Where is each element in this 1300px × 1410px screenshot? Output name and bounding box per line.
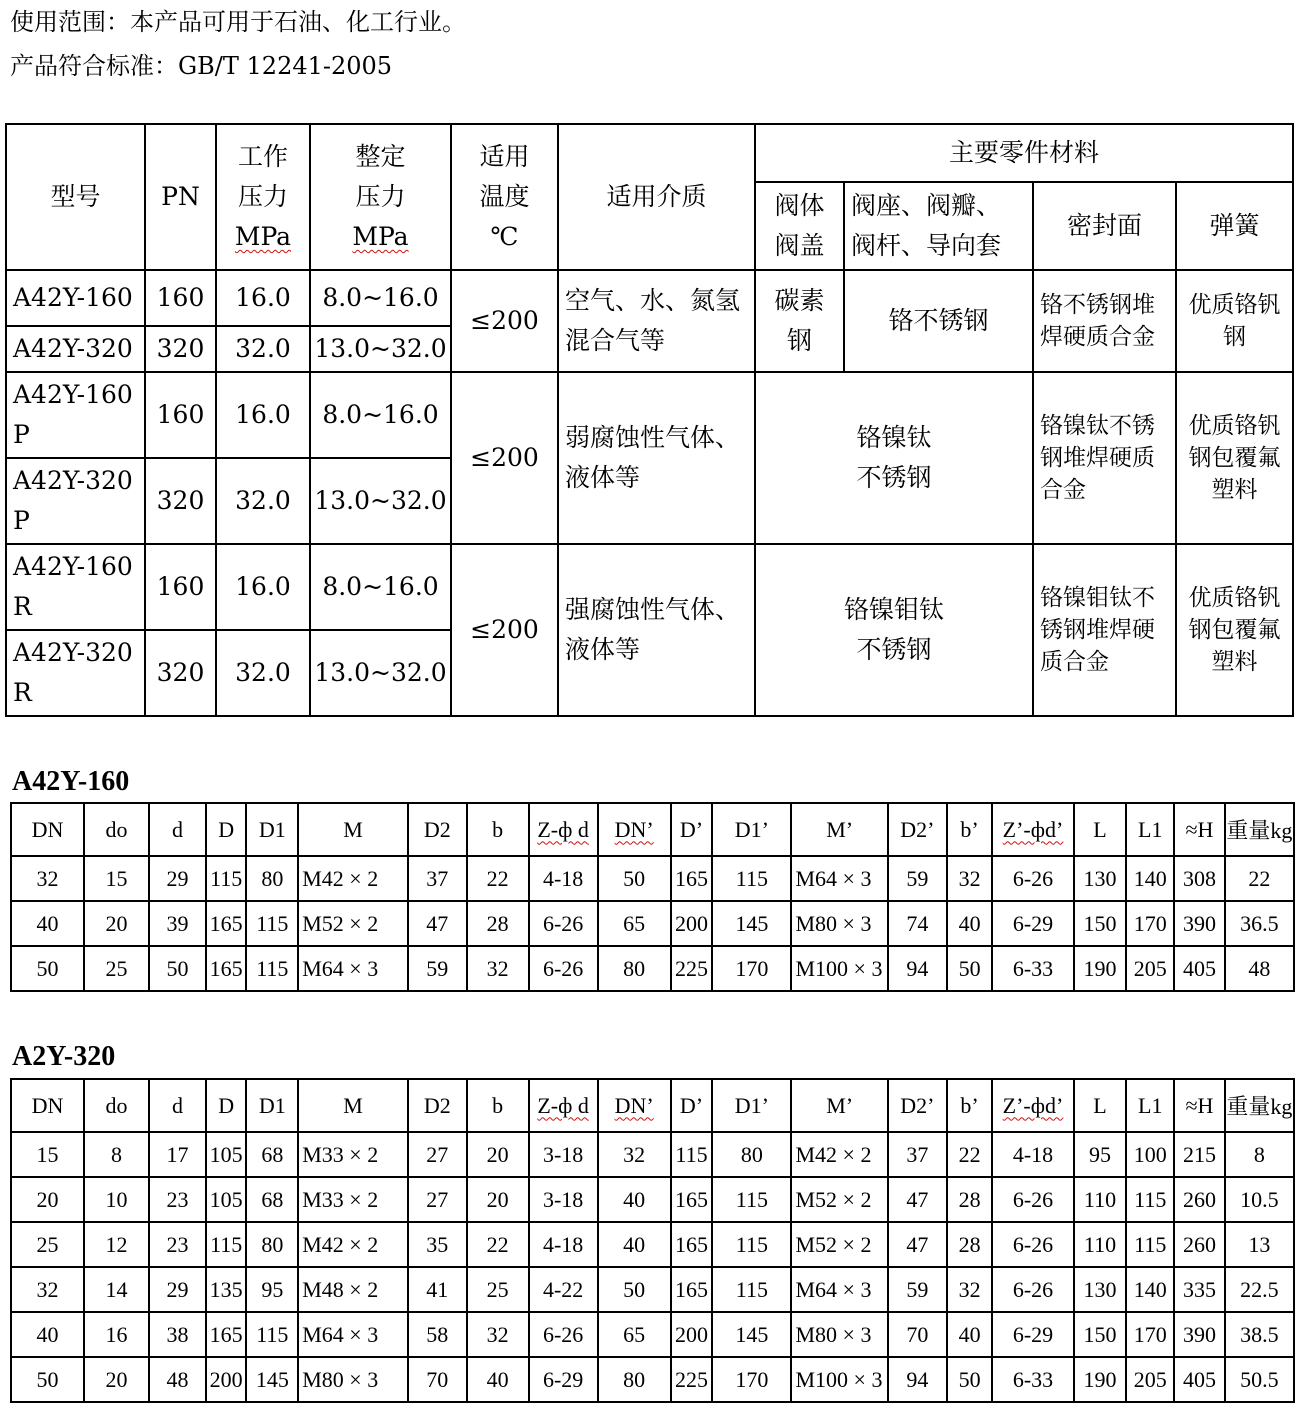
col-header-D2-prime: D2’	[888, 1079, 947, 1132]
col-header-L1: L1	[1126, 803, 1174, 856]
cell-M-prime: M52 × 2	[791, 1222, 887, 1267]
cell-M: M64 × 3	[298, 1312, 408, 1357]
table-row	[11, 1312, 1294, 1357]
cell-D1-prime: 115	[712, 1222, 791, 1267]
cell-D2: 27	[408, 1132, 467, 1177]
header-materials: 主要零件材料	[755, 124, 1293, 182]
cell-H: 405	[1174, 1357, 1225, 1402]
work-pressure-cell: 16.0	[216, 544, 310, 630]
cell-weight: 22.5	[1225, 1267, 1294, 1312]
cell-do: 25	[84, 946, 149, 991]
col-header-b: b	[467, 803, 529, 856]
model-cell: A42Y-320	[6, 326, 145, 372]
dimension-table-1	[10, 802, 1295, 992]
cell-Z-phi-d: 4-18	[529, 1222, 598, 1267]
col-header-L1: L1	[1126, 1079, 1174, 1132]
table-row	[11, 1267, 1294, 1312]
cell-M: M33 × 2	[298, 1132, 408, 1177]
cell-M-prime: M100 × 3	[791, 1357, 887, 1402]
cell-D-prime: 115	[671, 1132, 713, 1177]
cell-do: 16	[84, 1312, 149, 1357]
spring-material-cell: 优质铬钒 钢包覆氟 塑料	[1176, 372, 1293, 544]
cell-M: M33 × 2	[298, 1177, 408, 1222]
cell-Z-phi-d: 4-22	[529, 1267, 598, 1312]
cell-dn: 32	[11, 1267, 84, 1312]
cell-D1-prime: 80	[712, 1132, 791, 1177]
pn-cell: 160	[145, 270, 216, 326]
cell-L: 95	[1074, 1132, 1127, 1177]
cell-Z-phi-d: 6-29	[529, 1357, 598, 1402]
col-header-M: M	[298, 1079, 408, 1132]
cell-M-prime: M42 × 2	[791, 1132, 887, 1177]
cell-D1-prime: 115	[712, 856, 791, 901]
model-cell: A42Y-320 R	[6, 630, 145, 716]
col-header-M-prime: M’	[791, 803, 887, 856]
model-cell: A42Y-160 P	[6, 372, 145, 458]
cell-D1: 80	[246, 856, 298, 901]
header-medium: 适用介质	[558, 124, 755, 270]
cell-Z-phi-d-prime: 6-33	[992, 946, 1073, 991]
header-body: 阀体 阀盖	[755, 182, 844, 270]
seat-material-cell: 铬不锈钢	[844, 270, 1033, 372]
cell-weight: 48	[1225, 946, 1294, 991]
temperature-cell: ≤200	[451, 270, 558, 372]
cell-D2: 70	[408, 1357, 467, 1402]
header-temperature: 适用 温度 ℃	[451, 124, 558, 270]
cell-D2: 59	[408, 946, 467, 991]
cell-d: 38	[149, 1312, 206, 1357]
cell-D2-prime: 47	[888, 1177, 947, 1222]
cell-D1-prime: 145	[712, 901, 791, 946]
cell-D2: 37	[408, 856, 467, 901]
cell-dn: 20	[11, 1177, 84, 1222]
cell-Z-phi-d-prime: 6-29	[992, 901, 1073, 946]
cell-D2-prime: 59	[888, 856, 947, 901]
intro	[10, 0, 466, 88]
table-row	[11, 1222, 1294, 1267]
cell-D-prime: 200	[671, 1312, 713, 1357]
cell-b-prime: 40	[947, 901, 993, 946]
cell-D2: 58	[408, 1312, 467, 1357]
pn-cell: 320	[145, 326, 216, 372]
cell-dn: 40	[11, 1312, 84, 1357]
cell-dn: 50	[11, 946, 84, 991]
cell-D2-prime: 94	[888, 946, 947, 991]
cell-D1: 115	[246, 946, 298, 991]
cell-L1: 170	[1126, 1312, 1174, 1357]
cell-D: 135	[206, 1267, 247, 1312]
cell-Z-phi-d-prime: 6-26	[992, 856, 1073, 901]
cell-M: M80 × 3	[298, 1357, 408, 1402]
col-header-dn: DN	[11, 1079, 84, 1132]
cell-M: M42 × 2	[298, 1222, 408, 1267]
cell-L1: 170	[1126, 901, 1174, 946]
col-header-Z-phi-d-prime: Z’-фd’	[992, 803, 1073, 856]
cell-D: 105	[206, 1132, 247, 1177]
cell-d: 39	[149, 901, 206, 946]
cell-D2-prime: 94	[888, 1357, 947, 1402]
cell-b: 22	[467, 856, 529, 901]
cell-L: 110	[1074, 1177, 1127, 1222]
cell-D-prime: 200	[671, 901, 713, 946]
cell-weight: 8	[1225, 1132, 1294, 1177]
col-header-L: L	[1074, 1079, 1127, 1132]
col-header-DN-prime: DN’	[598, 803, 671, 856]
cell-do: 10	[84, 1177, 149, 1222]
cell-weight: 10.5	[1225, 1177, 1294, 1222]
cell-b-prime: 32	[947, 856, 993, 901]
cell-d: 23	[149, 1222, 206, 1267]
table2-title: A2Y-320	[12, 1041, 116, 1072]
cell-b: 22	[467, 1222, 529, 1267]
body-material-cell: 碳素 钢	[755, 270, 844, 372]
pn-cell: 320	[145, 630, 216, 716]
cell-b-prime: 50	[947, 946, 993, 991]
cell-D1: 95	[246, 1267, 298, 1312]
cell-D2-prime: 59	[888, 1267, 947, 1312]
table-row	[11, 856, 1294, 901]
cell-L: 130	[1074, 856, 1127, 901]
cell-H: 260	[1174, 1222, 1225, 1267]
col-header-M: M	[298, 803, 408, 856]
spring-material-cell: 优质铬钒 钢包覆氟 塑料	[1176, 544, 1293, 716]
cell-Z-phi-d-prime: 4-18	[992, 1132, 1073, 1177]
cell-D1-prime: 145	[712, 1312, 791, 1357]
set-pressure-cell: 8.0~16.0	[310, 372, 451, 458]
col-header-H: ≈H	[1174, 1079, 1225, 1132]
col-header-D: D	[206, 803, 247, 856]
cell-DN-prime: 50	[598, 1267, 671, 1312]
cell-L: 150	[1074, 1312, 1127, 1357]
model-cell: A42Y-320 P	[6, 458, 145, 544]
col-header-d: d	[149, 1079, 206, 1132]
cell-D-prime: 165	[671, 1222, 713, 1267]
cell-b-prime: 50	[947, 1357, 993, 1402]
pn-cell: 160	[145, 372, 216, 458]
usage-scope: 使用范围：本产品可用于石油、化工行业。	[10, 8, 466, 36]
col-header-dn: DN	[11, 803, 84, 856]
cell-b-prime: 22	[947, 1132, 993, 1177]
cell-H: 215	[1174, 1132, 1225, 1177]
col-header-Z-phi-d-prime: Z’-фd’	[992, 1079, 1073, 1132]
col-header-M-prime: M’	[791, 1079, 887, 1132]
cell-D2-prime: 70	[888, 1312, 947, 1357]
cell-D2: 47	[408, 901, 467, 946]
cell-D1: 68	[246, 1177, 298, 1222]
cell-do: 14	[84, 1267, 149, 1312]
cell-M: M48 × 2	[298, 1267, 408, 1312]
cell-L1: 140	[1126, 856, 1174, 901]
cell-L1: 115	[1126, 1222, 1174, 1267]
cell-M: M42 × 2	[298, 856, 408, 901]
header-pn: PN	[145, 124, 216, 270]
cell-D: 200	[206, 1357, 247, 1402]
cell-D-prime: 225	[671, 946, 713, 991]
cell-d: 50	[149, 946, 206, 991]
cell-d: 23	[149, 1177, 206, 1222]
cell-M: M64 × 3	[298, 946, 408, 991]
col-header-H: ≈H	[1174, 803, 1225, 856]
cell-D1-prime: 115	[712, 1177, 791, 1222]
cell-b-prime: 28	[947, 1222, 993, 1267]
cell-L: 110	[1074, 1222, 1127, 1267]
cell-weight: 22	[1225, 856, 1294, 901]
cell-weight: 50.5	[1225, 1357, 1294, 1402]
cell-H: 308	[1174, 856, 1225, 901]
table-row	[11, 946, 1294, 991]
cell-dn: 50	[11, 1357, 84, 1402]
col-header-DN-prime: DN’	[598, 1079, 671, 1132]
cell-b: 20	[467, 1177, 529, 1222]
model-cell: A42Y-160	[6, 270, 145, 326]
cell-H: 405	[1174, 946, 1225, 991]
sealing-material-cell: 铬不锈钢堆 焊硬质合金	[1033, 270, 1176, 372]
sealing-material-cell: 铬镍钼钛不 锈钢堆焊硬 质合金	[1033, 544, 1176, 716]
col-header-do: do	[84, 1079, 149, 1132]
cell-Z-phi-d-prime: 6-29	[992, 1312, 1073, 1357]
cell-d: 29	[149, 856, 206, 901]
cell-do: 8	[84, 1132, 149, 1177]
cell-Z-phi-d: 3-18	[529, 1177, 598, 1222]
header-sealing: 密封面	[1033, 182, 1176, 270]
cell-D: 115	[206, 856, 247, 901]
cell-L1: 100	[1126, 1132, 1174, 1177]
cell-b: 32	[467, 946, 529, 991]
header-set-pressure: 整定 压力 MPa	[310, 124, 451, 270]
cell-L1: 115	[1126, 1177, 1174, 1222]
cell-D: 115	[206, 1222, 247, 1267]
cell-L: 150	[1074, 901, 1127, 946]
col-header-do: do	[84, 803, 149, 856]
cell-D-prime: 165	[671, 856, 713, 901]
cell-M-prime: M80 × 3	[791, 1312, 887, 1357]
col-header-weight: 重量kg	[1225, 803, 1294, 856]
set-pressure-cell: 8.0~16.0	[310, 544, 451, 630]
cell-D1: 115	[246, 1312, 298, 1357]
col-header-D: D	[206, 1079, 247, 1132]
col-header-D1: D1	[246, 803, 298, 856]
body-seat-material-cell: 铬镍钛 不锈钢	[755, 372, 1033, 544]
cell-DN-prime: 80	[598, 946, 671, 991]
cell-D1: 145	[246, 1357, 298, 1402]
cell-DN-prime: 40	[598, 1177, 671, 1222]
work-pressure-cell: 16.0	[216, 372, 310, 458]
body-seat-material-cell: 铬镍钼钛 不锈钢	[755, 544, 1033, 716]
cell-H: 390	[1174, 901, 1225, 946]
pn-cell: 160	[145, 544, 216, 630]
cell-L1: 140	[1126, 1267, 1174, 1312]
cell-M-prime: M52 × 2	[791, 1177, 887, 1222]
cell-dn: 32	[11, 856, 84, 901]
cell-Z-phi-d: 3-18	[529, 1132, 598, 1177]
cell-L1: 205	[1126, 946, 1174, 991]
cell-b: 28	[467, 901, 529, 946]
table-row	[11, 1132, 1294, 1177]
set-pressure-cell: 13.0~32.0	[310, 630, 451, 716]
cell-weight: 36.5	[1225, 901, 1294, 946]
cell-L: 190	[1074, 946, 1127, 991]
cell-D-prime: 165	[671, 1267, 713, 1312]
cell-do: 20	[84, 1357, 149, 1402]
work-pressure-cell: 32.0	[216, 458, 310, 544]
work-pressure-cell: 16.0	[216, 270, 310, 326]
cell-D1-prime: 115	[712, 1267, 791, 1312]
cell-b: 32	[467, 1312, 529, 1357]
col-header-weight: 重量kg	[1225, 1079, 1294, 1132]
cell-D2: 27	[408, 1177, 467, 1222]
cell-b: 40	[467, 1357, 529, 1402]
cell-b: 20	[467, 1132, 529, 1177]
cell-do: 12	[84, 1222, 149, 1267]
cell-Z-phi-d: 4-18	[529, 856, 598, 901]
cell-d: 29	[149, 1267, 206, 1312]
cell-Z-phi-d-prime: 6-33	[992, 1357, 1073, 1402]
cell-DN-prime: 32	[598, 1132, 671, 1177]
cell-D: 165	[206, 1312, 247, 1357]
table-row	[11, 901, 1294, 946]
col-header-D-prime: D’	[671, 1079, 713, 1132]
cell-Z-phi-d-prime: 6-26	[992, 1177, 1073, 1222]
cell-M-prime: M64 × 3	[791, 1267, 887, 1312]
col-header-D1-prime: D1’	[712, 803, 791, 856]
cell-M-prime: M64 × 3	[791, 856, 887, 901]
cell-DN-prime: 80	[598, 1357, 671, 1402]
header-spring: 弹簧	[1176, 182, 1293, 270]
cell-dn: 40	[11, 901, 84, 946]
header-model: 型号	[6, 124, 145, 270]
model-cell: A42Y-160 R	[6, 544, 145, 630]
cell-L: 190	[1074, 1357, 1127, 1402]
cell-L1: 205	[1126, 1357, 1174, 1402]
cell-dn: 25	[11, 1222, 84, 1267]
cell-D1-prime: 170	[712, 946, 791, 991]
temperature-cell: ≤200	[451, 372, 558, 544]
cell-b-prime: 32	[947, 1267, 993, 1312]
col-header-D-prime: D’	[671, 803, 713, 856]
col-header-D1-prime: D1’	[712, 1079, 791, 1132]
pn-cell: 320	[145, 458, 216, 544]
medium-cell: 空气、水、氮氢 混合气等	[558, 270, 755, 372]
col-header-D2: D2	[408, 803, 467, 856]
cell-D1: 68	[246, 1132, 298, 1177]
cell-Z-phi-d-prime: 6-26	[992, 1267, 1073, 1312]
cell-do: 20	[84, 901, 149, 946]
col-header-L: L	[1074, 803, 1127, 856]
cell-b: 25	[467, 1267, 529, 1312]
col-header-d: d	[149, 803, 206, 856]
cell-d: 17	[149, 1132, 206, 1177]
col-header-D2-prime: D2’	[888, 803, 947, 856]
temperature-cell: ≤200	[451, 544, 558, 716]
col-header-D2: D2	[408, 1079, 467, 1132]
cell-D2-prime: 37	[888, 1132, 947, 1177]
cell-D2-prime: 74	[888, 901, 947, 946]
table-row	[11, 1357, 1294, 1402]
cell-M-prime: M80 × 3	[791, 901, 887, 946]
medium-cell: 强腐蚀性气体、 液体等	[558, 544, 755, 716]
product-standard: 产品符合标准：GB/T 12241-2005	[10, 52, 393, 80]
cell-D-prime: 165	[671, 1177, 713, 1222]
set-pressure-cell: 8.0~16.0	[310, 270, 451, 326]
cell-dn: 15	[11, 1132, 84, 1177]
cell-D2: 35	[408, 1222, 467, 1267]
cell-b-prime: 40	[947, 1312, 993, 1357]
col-header-b: b	[467, 1079, 529, 1132]
set-pressure-cell: 13.0~32.0	[310, 458, 451, 544]
cell-D: 165	[206, 901, 247, 946]
work-pressure-cell: 32.0	[216, 630, 310, 716]
dimension-table-2	[10, 1078, 1295, 1403]
cell-M: M52 × 2	[298, 901, 408, 946]
cell-weight: 13	[1225, 1222, 1294, 1267]
cell-H: 335	[1174, 1267, 1225, 1312]
cell-D1: 80	[246, 1222, 298, 1267]
set-pressure-cell: 13.0~32.0	[310, 326, 451, 372]
col-header-Z-phi-d: Z-ф d	[529, 1079, 598, 1132]
cell-D: 105	[206, 1177, 247, 1222]
cell-weight: 38.5	[1225, 1312, 1294, 1357]
col-header-b-prime: b’	[947, 1079, 993, 1132]
header-work-pressure: 工作 压力 MPa	[216, 124, 310, 270]
cell-D2: 41	[408, 1267, 467, 1312]
cell-Z-phi-d-prime: 6-26	[992, 1222, 1073, 1267]
cell-Z-phi-d: 6-26	[529, 1312, 598, 1357]
cell-H: 260	[1174, 1177, 1225, 1222]
cell-DN-prime: 50	[598, 856, 671, 901]
cell-do: 15	[84, 856, 149, 901]
cell-D: 165	[206, 946, 247, 991]
sealing-material-cell: 铬镍钛不锈 钢堆焊硬质 合金	[1033, 372, 1176, 544]
cell-D1: 115	[246, 901, 298, 946]
medium-cell: 弱腐蚀性气体、 液体等	[558, 372, 755, 544]
cell-DN-prime: 65	[598, 1312, 671, 1357]
spring-material-cell: 优质铬钒 钢	[1176, 270, 1293, 372]
cell-H: 390	[1174, 1312, 1225, 1357]
cell-D1-prime: 170	[712, 1357, 791, 1402]
table-row	[11, 1177, 1294, 1222]
cell-D-prime: 225	[671, 1357, 713, 1402]
work-pressure-cell: 32.0	[216, 326, 310, 372]
cell-Z-phi-d: 6-26	[529, 946, 598, 991]
table1-title: A42Y-160	[12, 766, 130, 797]
col-header-D1: D1	[246, 1079, 298, 1132]
col-header-Z-phi-d: Z-ф d	[529, 803, 598, 856]
cell-DN-prime: 65	[598, 901, 671, 946]
cell-D2-prime: 47	[888, 1222, 947, 1267]
cell-b-prime: 28	[947, 1177, 993, 1222]
cell-DN-prime: 40	[598, 1222, 671, 1267]
col-header-b-prime: b’	[947, 803, 993, 856]
cell-L: 130	[1074, 1267, 1127, 1312]
cell-Z-phi-d: 6-26	[529, 901, 598, 946]
cell-d: 48	[149, 1357, 206, 1402]
header-seat: 阀座、阀瓣、 阀杆、导向套	[844, 182, 1033, 270]
spec-table	[5, 123, 1294, 717]
cell-M-prime: M100 × 3	[791, 946, 887, 991]
